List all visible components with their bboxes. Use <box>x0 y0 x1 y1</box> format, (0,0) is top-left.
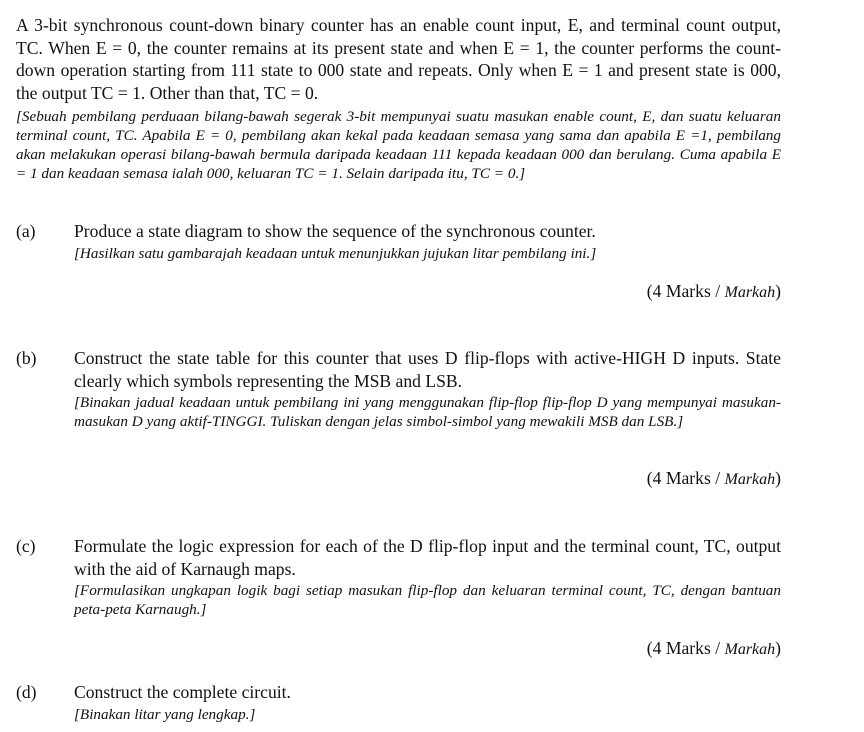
marks-english: (4 Marks / <box>646 638 721 658</box>
marks-malay: Markah <box>724 471 776 488</box>
question-english: Construct the state table for this counter that uses D flip-flops with active-HIGH D inputs. State clearly which symbols representing the MSB and LSB. <box>74 348 781 391</box>
question-body <box>74 220 781 263</box>
intro-english: A 3-bit synchronous count-down binary counter has an enable count input, E, and terminal count output, TC. When E = 0, the counter remains at its present state and when E = 1, the counter performs the count-down operation starting from 111 state to 000 state and repeats. Only when E = 1 and present state is 000, the output TC = 1. Other than that, TC = 0. <box>16 15 781 103</box>
marks-malay: Markah <box>724 641 776 658</box>
question-label: (c) <box>16 536 36 556</box>
question-d <box>16 681 781 724</box>
marks-close: ) <box>775 281 781 301</box>
question-malay: [Binakan jadual keadaan untuk pembilang ini yang menggunakan flip-flop flip-flop D yang mempunyai masukan-masukan D yang aktif-TINGGI. Tuliskan dengan jelas simbol-simbol yang mewakili MSB dan LSB.] <box>74 394 781 430</box>
marks-close: ) <box>775 638 781 658</box>
question-label: (a) <box>16 221 36 241</box>
question-english: Produce a state diagram to show the sequence of the synchronous counter. <box>74 221 596 241</box>
question-label: (d) <box>16 682 37 702</box>
question-b <box>16 347 781 431</box>
question-malay: [Binakan litar yang lengkap.] <box>74 705 256 723</box>
question-label: (b) <box>16 348 37 368</box>
marks-malay: Markah <box>724 284 776 301</box>
question-english: Construct the complete circuit. <box>74 682 291 702</box>
question-body <box>74 535 781 619</box>
question-body <box>74 681 781 724</box>
question-malay: [Formulasikan ungkapan logik bagi setiap masukan flip-flop dan keluaran terminal count, TC, dengan bantuan peta-peta Karnaugh.] <box>74 582 781 618</box>
question-a <box>16 220 781 263</box>
document-page <box>16 14 781 183</box>
marks-c <box>647 637 781 662</box>
marks-b <box>647 467 781 492</box>
marks-english: (4 Marks / <box>646 281 721 301</box>
question-c <box>16 535 781 619</box>
question-malay: [Hasilkan satu gambarajah keadaan untuk menunjukkan jujukan litar pembilang ini.] <box>74 244 597 262</box>
marks-a <box>647 280 781 305</box>
marks-close: ) <box>775 468 781 488</box>
intro-malay: [Sebuah pembilang perduaan bilang-bawah segerak 3-bit mempunyai suatu masukan enable count, E, dan suatu keluaran terminal count, TC. Apabila E = 0, pembilang akan kekal pada keadaan semasa yang sama dan apabila E =1, pembilang akan melakukan operasi bilang-bawah bermula daripada keadaan 111 kepada keadaan 000 dan berulang. Cuma apabila E = 1 dan keadaan semasa ialah 000, keluaran TC = 1. Selain daripada itu, TC = 0.] <box>16 108 781 182</box>
question-english: Formulate the logic expression for each of the D flip-flop input and the terminal count, TC, output with the aid of Karnaugh maps. <box>74 536 781 579</box>
question-body <box>74 347 781 431</box>
marks-english: (4 Marks / <box>646 468 721 488</box>
